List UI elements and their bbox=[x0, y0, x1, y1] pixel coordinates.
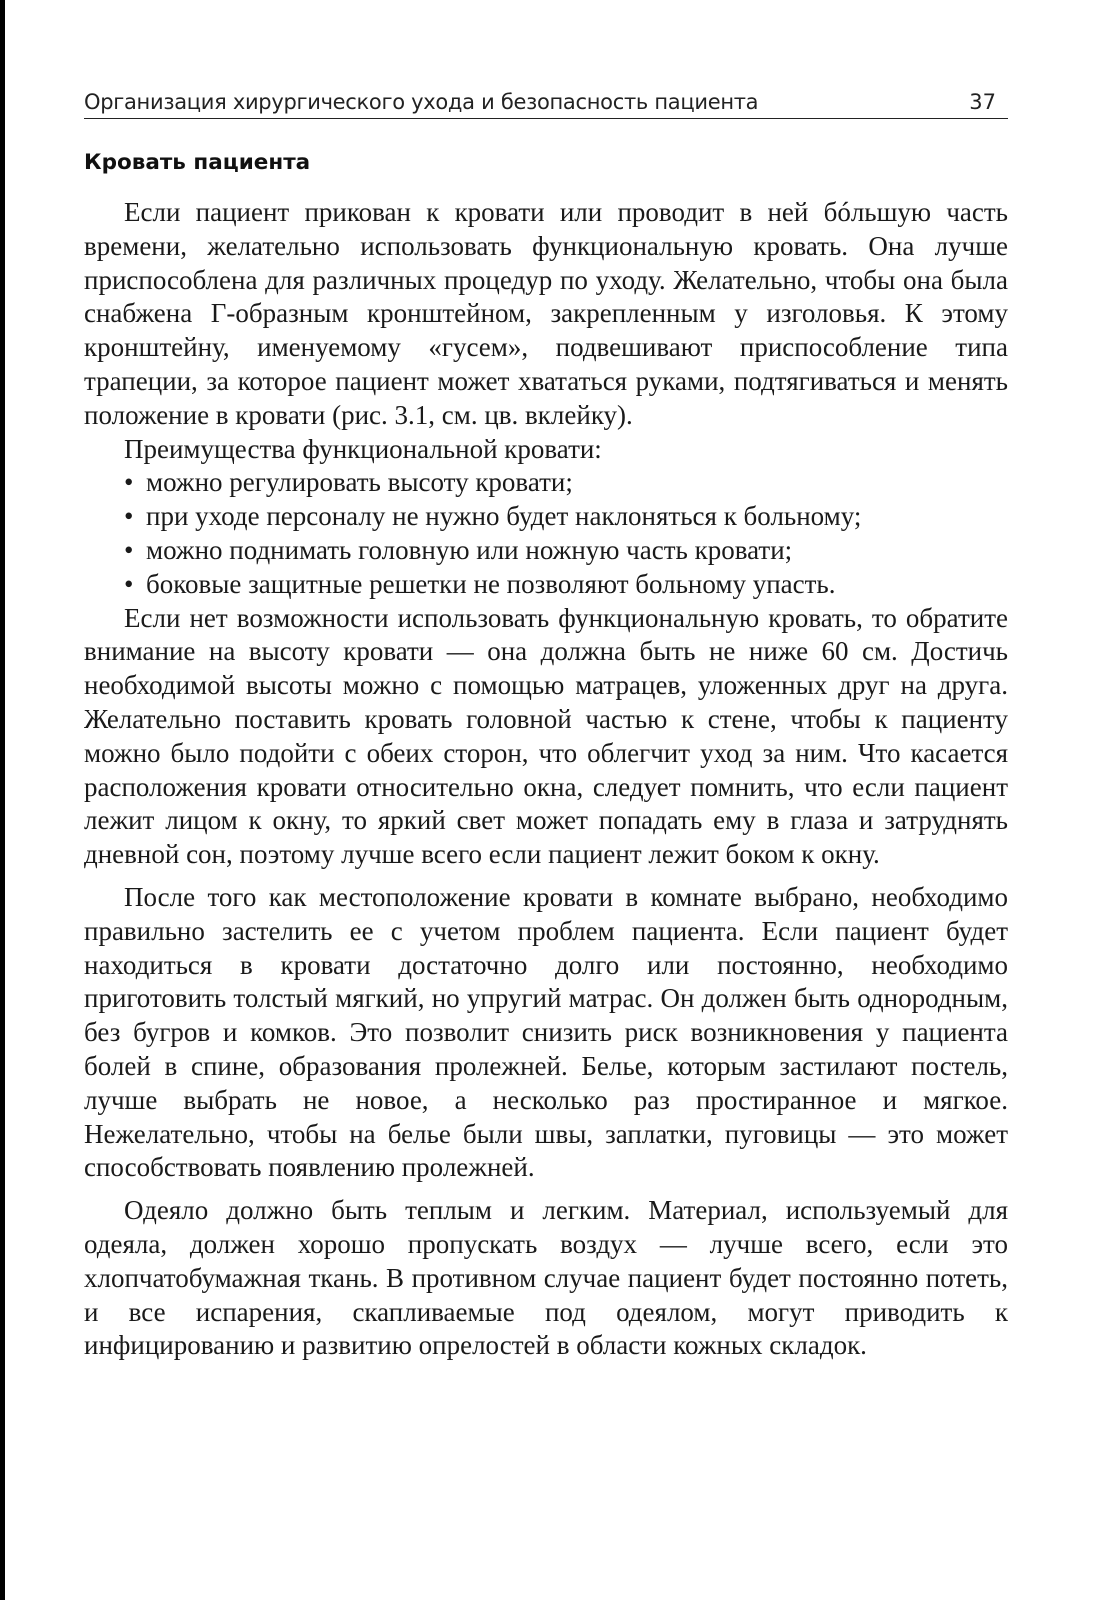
section-heading: Кровать пациента bbox=[84, 150, 311, 175]
list-item: • при уходе персоналу не нужно будет наклоняться к больному; bbox=[124, 500, 1008, 534]
running-head bbox=[84, 84, 1008, 119]
scan-edge bbox=[0, 0, 5, 1600]
paragraph-bed-function: Если пациент прикован к кровати или проводит в ней бóльшую часть времени, желательно использовать функциональную кровать. Она лучше приспособлена для различных процедур по уходу. Желательно, чтобы она была снабжена Г-образным кронштейном, закрепленным у изголовья. К этому кронштейну, именуемому «гусем», подвешивают приспособление типа трапеции, за которое пациент может хвататься руками, подтягиваться и менять положение в кровати (рис. 3.1, см. цв. вклейку). bbox=[84, 197, 1008, 430]
list-item: • можно поднимать головную или ножную часть кровати; bbox=[124, 534, 1008, 568]
page-number: 37 bbox=[969, 90, 996, 114]
list-item: • боковые защитные решетки не позволяют больному упасть. bbox=[124, 568, 1008, 602]
paragraph-blanket: Одеяло должно быть теплым и легким. Материал, используемый для одеяла, должен хорошо пропускать воздух — лучше всего, если это хлопчатобумажная ткань. В противном случае пациент будет постоянно потеть, и все испарения, скапливаемые под одеялом, могут приводить к инфицированию и развитию опрелостей в области кожных складок. bbox=[84, 1195, 1008, 1361]
paragraph-mattress: После того как местоположение кровати в комнате выбрано, необходимо правильно застелить ее с учетом проблем пациента. Если пациент будет находиться в кровати достаточно долго или постоянно, необходимо приготовить толстый мягкий, но упругий матрас. Он должен быть однородным, без бугров и комков. Это позволит снизить риск возникновения у пациента болей в спине, образования пролежней. Белье, которым застилают постель, лучше выбрать не новое, а несколько раз простиранное и мягкое. Нежелательно, чтобы на белье были швы, заплатки, пуговицы — это может способствовать появлению пролежней. bbox=[84, 881, 1008, 1183]
paragraph-bed-height: Если нет возможности использовать функциональную кровать, то обратите внимание на высоту кровати — она должна быть не ниже 60 см. Достичь необходимой высоты можно с помощью матрацев, уложенных друг на друга. Желательно поставить кровать головной частью к стене, чтобы к пациенту можно было подойти с обеих сторон, что облегчит уход за ним. Что касается расположения кровати относительно окна, следует помнить, что если пациент лежит лицом к окну, то яркий свет может попадать ему в глаза и затруднять дневной сон, поэтому лучше всего если пациент лежит боком к окну. bbox=[84, 602, 1008, 870]
advantages-list bbox=[84, 466, 1008, 601]
list-intro: Преимущества функциональной кровати: bbox=[124, 433, 602, 464]
list-item: • можно регулировать высоту кровати; bbox=[124, 466, 1008, 500]
section-body bbox=[84, 196, 1008, 1363]
running-head-title: Организация хирургического ухода и безопасность пациента bbox=[84, 90, 759, 114]
